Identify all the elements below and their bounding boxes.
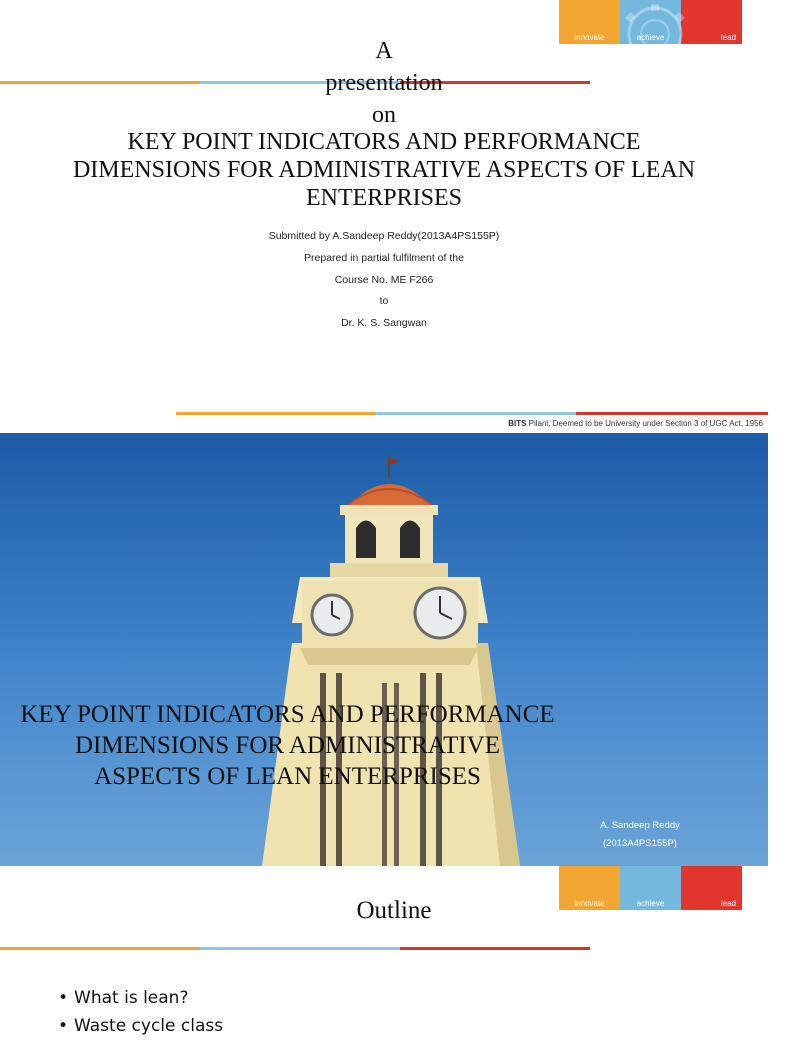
gear-watermark-icon	[600, 4, 710, 32]
line-on: on	[372, 102, 396, 128]
footer-rest: Pilani, Deemed to be University under Section 3 of UGC Act, 1956	[526, 419, 763, 428]
author-block	[575, 817, 705, 853]
author-id: (2013A4PS155P)	[603, 838, 677, 849]
clock-tower-slide	[0, 433, 768, 866]
brand-label-achieve-2: achieve	[636, 899, 665, 908]
bullet-item: • Waste cycle class	[58, 1012, 223, 1040]
line-presentation: presentation	[325, 70, 443, 96]
brand-label-innovate-2: innovate	[574, 899, 605, 908]
to-text: to	[379, 295, 389, 307]
bottom-color-rule	[176, 412, 768, 415]
slide1-title: KEY POINT INDICATORS AND PERFORMANCE DIMENSIONS FOR ADMINISTRATIVE ASPECTS OF LEAN ENTERPRISES	[72, 129, 696, 211]
footer-text	[508, 419, 763, 428]
brand-label-innovate: innovate	[574, 33, 605, 42]
course-number: Course No. ME F266	[334, 274, 434, 286]
brand-label-lead: lead	[720, 33, 736, 42]
outline-bullet-list	[58, 984, 223, 1040]
outline-slide	[0, 866, 768, 1036]
brand-label-achieve: achieve	[636, 33, 665, 42]
outline-color-rule	[0, 947, 590, 950]
footer-bits: BITS	[508, 419, 527, 428]
brand-label-lead-2: lead	[720, 899, 736, 908]
slide2-title: KEY POINT INDICATORS AND PERFORMANCE DIMENSIONS FOR ADMINISTRATIVE ASPECTS OF LEAN ENTERPRISES	[20, 701, 555, 790]
author-name: A. Sandeep Reddy	[600, 820, 680, 831]
bullet-item: • What is lean?	[58, 984, 223, 1012]
prepared-text: Prepared in partial fulfilment of the	[304, 252, 464, 264]
submitted-by: Submitted by A.Sandeep Reddy(2013A4PS155P)	[268, 230, 500, 242]
instructor-name: Dr. K. S. Sangwan	[341, 317, 427, 329]
title-slide	[0, 0, 768, 433]
clock-tower-photo	[0, 433, 768, 866]
line-a: A	[375, 38, 393, 64]
outline-title: Outline	[356, 897, 432, 924]
